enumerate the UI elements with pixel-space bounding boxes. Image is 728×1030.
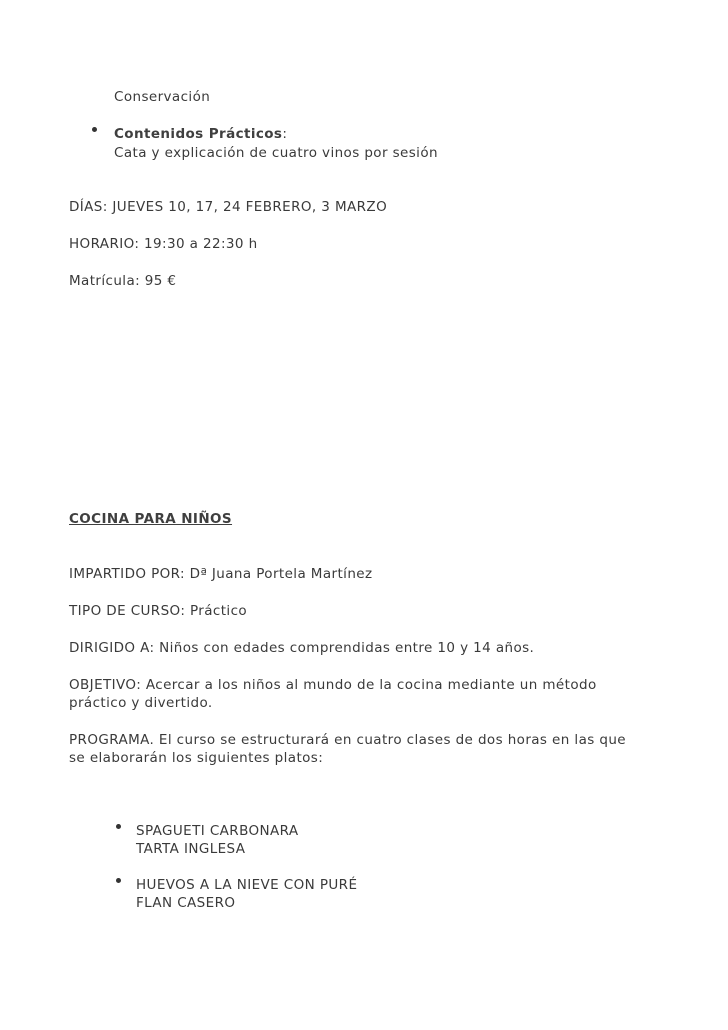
contenidos-practicos-line bbox=[114, 125, 287, 143]
dish-item: FLAN CASERO bbox=[136, 895, 236, 911]
contenidos-practicos-text: Cata y explicación de cuatro vinos por sesión bbox=[114, 145, 438, 161]
course-title: COCINA PARA NIÑOS bbox=[69, 511, 233, 527]
bullet-icon bbox=[92, 127, 97, 132]
bullet-icon bbox=[116, 878, 121, 883]
programa-text-line2: se elaborarán los siguientes platos: bbox=[69, 750, 324, 766]
contenidos-practicos-label: Contenidos Prácticos bbox=[114, 126, 283, 142]
objetivo-text-line1: OBJETIVO: Acercar a los niños al mundo de la cocina mediante un método bbox=[69, 677, 597, 693]
objetivo-text-line2: práctico y divertido. bbox=[69, 695, 213, 711]
dias-text: DÍAS: JUEVES 10, 17, 24 FEBRERO, 3 MARZO bbox=[69, 199, 388, 215]
matricula-text: Matrícula: 95 € bbox=[69, 273, 177, 289]
dirigido-text: DIRIGIDO A: Niños con edades comprendidas entre 10 y 14 años. bbox=[69, 640, 535, 656]
programa-text-line1: PROGRAMA. El curso se estructurará en cuatro clases de dos horas en las que bbox=[69, 732, 626, 748]
bullet-icon bbox=[116, 824, 121, 829]
dish-item: TARTA INGLESA bbox=[136, 841, 246, 857]
dish-item: SPAGUETI CARBONARA bbox=[136, 823, 299, 839]
tipo-curso-text: TIPO DE CURSO: Práctico bbox=[69, 603, 248, 619]
horario-text: HORARIO: 19:30 a 22:30 h bbox=[69, 236, 258, 252]
dish-item: HUEVOS A LA NIEVE CON PURÉ bbox=[136, 877, 358, 893]
impartido-text: IMPARTIDO POR: Dª Juana Portela Martínez bbox=[69, 566, 373, 582]
colon: : bbox=[282, 126, 288, 142]
conservacion-text: Conservación bbox=[114, 89, 211, 105]
